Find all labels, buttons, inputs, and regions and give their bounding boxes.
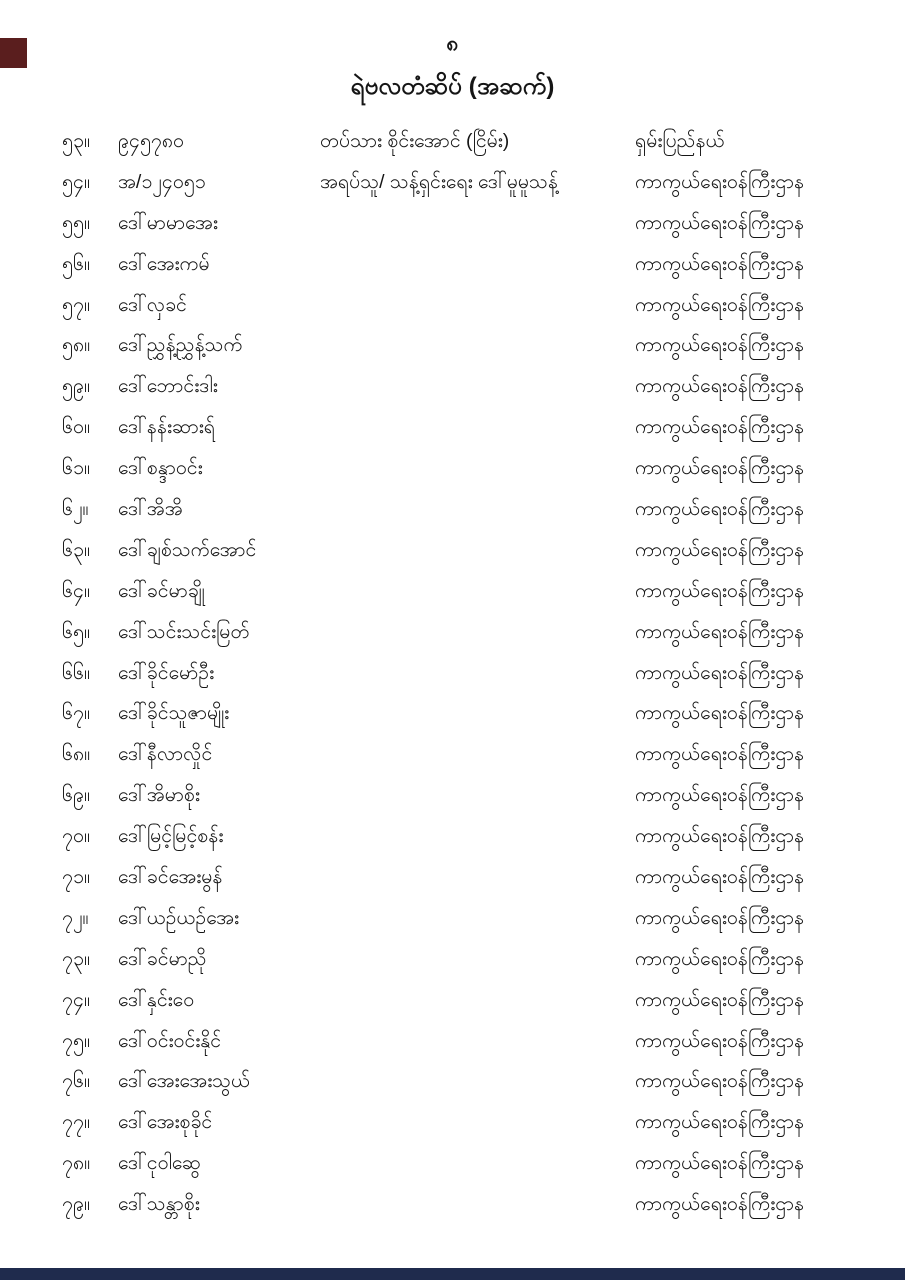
row-number: ၅၄။ <box>62 170 90 193</box>
list-item <box>0 1021 905 1062</box>
recipient-name: ဒေါ်ညွှန့်ညွှန့်သက် <box>118 334 243 357</box>
organization: ကာကွယ်ရေးဝန်ကြီးဌာန <box>635 1029 805 1052</box>
list-item <box>0 775 905 816</box>
list-item <box>0 857 905 898</box>
organization: ကာကွယ်ရေးဝန်ကြီးဌာန <box>635 1111 805 1134</box>
page-number: ၈ <box>446 32 459 55</box>
organization: ကာကွယ်ရေးဝန်ကြီးဌာန <box>635 416 805 439</box>
organization: ကာကွယ်ရေးဝန်ကြီးဌာန <box>635 702 805 725</box>
row-number: ၆၀။ <box>62 416 90 439</box>
row-number: ၇၃။ <box>62 947 90 970</box>
list-item <box>0 939 905 980</box>
row-number: ၆၃။ <box>62 538 90 561</box>
row-number: ၅၇။ <box>62 293 90 316</box>
recipient-name: ဒေါ်ဝင်းဝင်းနိုင် <box>118 1029 222 1052</box>
list-item <box>0 489 905 530</box>
row-number: ၆၆။ <box>62 661 90 684</box>
recipient-name: ဒေါ်နီလာလှိုင် <box>118 743 213 766</box>
organization: ကာကွယ်ရေးဝန်ကြီးဌာန <box>635 743 805 766</box>
list-item <box>0 244 905 285</box>
row-number: ၅၅။ <box>62 211 90 234</box>
recipient-name: ဒေါ်နှင်းဝေ <box>118 988 195 1011</box>
row-number: ၇၇။ <box>62 1111 90 1134</box>
organization: ကာကွယ်ရေးဝန်ကြီးဌာန <box>635 988 805 1011</box>
organization: ကာကွယ်ရေးဝန်ကြီးဌာန <box>635 620 805 643</box>
recipient-name: ဒေါ်သင်းသင်းမြတ် <box>118 620 250 643</box>
list-item <box>0 285 905 326</box>
list-item <box>0 653 905 694</box>
row-number: ၇၉။ <box>62 1193 90 1216</box>
list-item <box>0 898 905 939</box>
organization: ကာကွယ်ရေးဝန်ကြီးဌာန <box>635 825 805 848</box>
row-number: ၇၄။ <box>62 988 90 1011</box>
recipient-name: ဒေါ်ချစ်သက်အောင် <box>118 538 257 561</box>
row-number: ၇၂။ <box>62 906 89 929</box>
page-title: ရဲဗလတံဆိပ် (အဆက်) <box>350 73 555 100</box>
recipient-name: ဒေါ်မာမာအေး <box>118 211 218 234</box>
row-number: ၅၈။ <box>62 334 91 357</box>
recipient-name: ဒေါ်ယဉ်ယဉ်အေး <box>118 906 239 929</box>
recipient-name: ဒေါ်ဘောင်းဒါး <box>118 375 218 398</box>
organization: ကာကွယ်ရေးဝန်ကြီးဌာန <box>635 334 805 357</box>
recipient-name: အရပ်သူ/ သန့်ရှင်းရေး ဒေါ်မူမူသန့် <box>320 170 558 193</box>
recipient-name: ဒေါ်ခိုင်မော်ဦး <box>118 661 215 684</box>
list-item <box>0 448 905 489</box>
award-recipient-list <box>0 121 905 1225</box>
organization: ကာကွယ်ရေးဝန်ကြီးဌာန <box>635 293 805 316</box>
row-number: ၆၉။ <box>62 784 90 807</box>
organization: ကာကွယ်ရေးဝန်ကြီးဌာန <box>635 866 805 889</box>
recipient-name: ဒေါ်သန္တာစိုး <box>118 1193 200 1216</box>
recipient-name: ဒေါ်ခိုင်သူဇာမျိုး <box>118 702 230 725</box>
list-item <box>0 1102 905 1143</box>
organization: ရှမ်းပြည်နယ် <box>635 130 725 152</box>
recipient-name: ဒေါ်လှခင် <box>118 293 187 316</box>
list-item <box>0 612 905 653</box>
organization: ကာကွယ်ရေးဝန်ကြီးဌာန <box>635 1193 805 1216</box>
recipient-name: ဒေါ်မြင့်မြင့်စန်း <box>118 825 224 848</box>
bottom-bar <box>0 1268 905 1280</box>
row-number: ၆၅။ <box>62 620 90 643</box>
row-number: ၇၀။ <box>62 825 90 848</box>
organization: ကာကွယ်ရေးဝန်ကြီးဌာန <box>635 1070 805 1093</box>
list-item <box>0 1143 905 1184</box>
row-number: ၅၆။ <box>62 252 90 275</box>
recipient-name: ဒေါ်ခင်မာညို <box>118 947 207 970</box>
organization: ကာကွယ်ရေးဝန်ကြီးဌာန <box>635 375 805 398</box>
recipient-name: ဒေါ်အိအိ <box>118 498 183 521</box>
organization: ကာကွယ်ရေးဝန်ကြီးဌာန <box>635 498 805 521</box>
organization: ကာကွယ်ရေးဝန်ကြီးဌာန <box>635 906 805 929</box>
list-item <box>0 366 905 407</box>
row-number: ၆၄။ <box>62 579 90 602</box>
recipient-name: ဒေါ်စန္ဒာဝင်း <box>118 457 203 480</box>
list-item <box>0 407 905 448</box>
list-item <box>0 734 905 775</box>
row-number: ၆၂။ <box>62 498 89 521</box>
recipient-name: ဒေါ်အေးအေးသွယ် <box>118 1070 250 1093</box>
service-number: ၉၄၅၇၈၀ <box>118 130 184 152</box>
row-number: ၇၆။ <box>62 1070 90 1093</box>
organization: ကာကွယ်ရေးဝန်ကြီးဌာန <box>635 252 805 275</box>
list-item <box>0 325 905 366</box>
organization: ကာကွယ်ရေးဝန်ကြီးဌာန <box>635 1152 805 1175</box>
organization: ကာကွယ်ရေးဝန်ကြီးဌာန <box>635 947 805 970</box>
list-item <box>0 980 905 1021</box>
row-number: ၆၇။ <box>62 702 90 725</box>
organization: ကာကွယ်ရေးဝန်ကြီးဌာန <box>635 579 805 602</box>
list-item <box>0 530 905 571</box>
row-number: ၅၉။ <box>62 375 90 398</box>
organization: ကာကွယ်ရေးဝန်ကြီးဌာန <box>635 211 805 234</box>
row-number: ၆၁။ <box>62 457 90 480</box>
recipient-name: ဒေါ်ငုဝါဆွေ <box>118 1152 201 1175</box>
list-item <box>0 1184 905 1225</box>
organization: ကာကွယ်ရေးဝန်ကြီးဌာန <box>635 457 805 480</box>
list-item <box>0 816 905 857</box>
service-number: အ/၁၂၄၀၅၁ <box>118 170 206 193</box>
recipient-name: ဒေါ်နန်းဆားရ် <box>118 416 215 439</box>
row-number: ၅၃။ <box>62 130 90 152</box>
list-item <box>0 693 905 734</box>
organization: ကာကွယ်ရေးဝန်ကြီးဌာန <box>635 784 805 807</box>
recipient-name: တပ်သား စိုင်းအောင် (ငြိမ်း) <box>320 130 510 152</box>
recipient-name: ဒေါ်ခင်အေးမွန် <box>118 866 223 889</box>
recipient-name: ဒေါ်အိမာစိုး <box>118 784 200 807</box>
list-item <box>0 1061 905 1102</box>
list-item <box>0 162 905 203</box>
organization: ကာကွယ်ရေးဝန်ကြီးဌာန <box>635 170 805 193</box>
row-number: ၇၈။ <box>62 1152 91 1175</box>
recipient-name: ဒေါ်အေးကမ် <box>118 252 210 275</box>
organization: ကာကွယ်ရေးဝန်ကြီးဌာန <box>635 661 805 684</box>
list-item <box>0 121 905 162</box>
row-number: ၇၅။ <box>62 1029 90 1052</box>
recipient-name: ဒေါ်အေးစုခိုင် <box>118 1111 213 1134</box>
list-item <box>0 571 905 612</box>
row-number: ၆၈။ <box>62 743 91 766</box>
row-number: ၇၁။ <box>62 866 90 889</box>
list-item <box>0 203 905 244</box>
organization: ကာကွယ်ရေးဝန်ကြီးဌာန <box>635 538 805 561</box>
recipient-name: ဒေါ်ခင်မာချို <box>118 579 205 602</box>
